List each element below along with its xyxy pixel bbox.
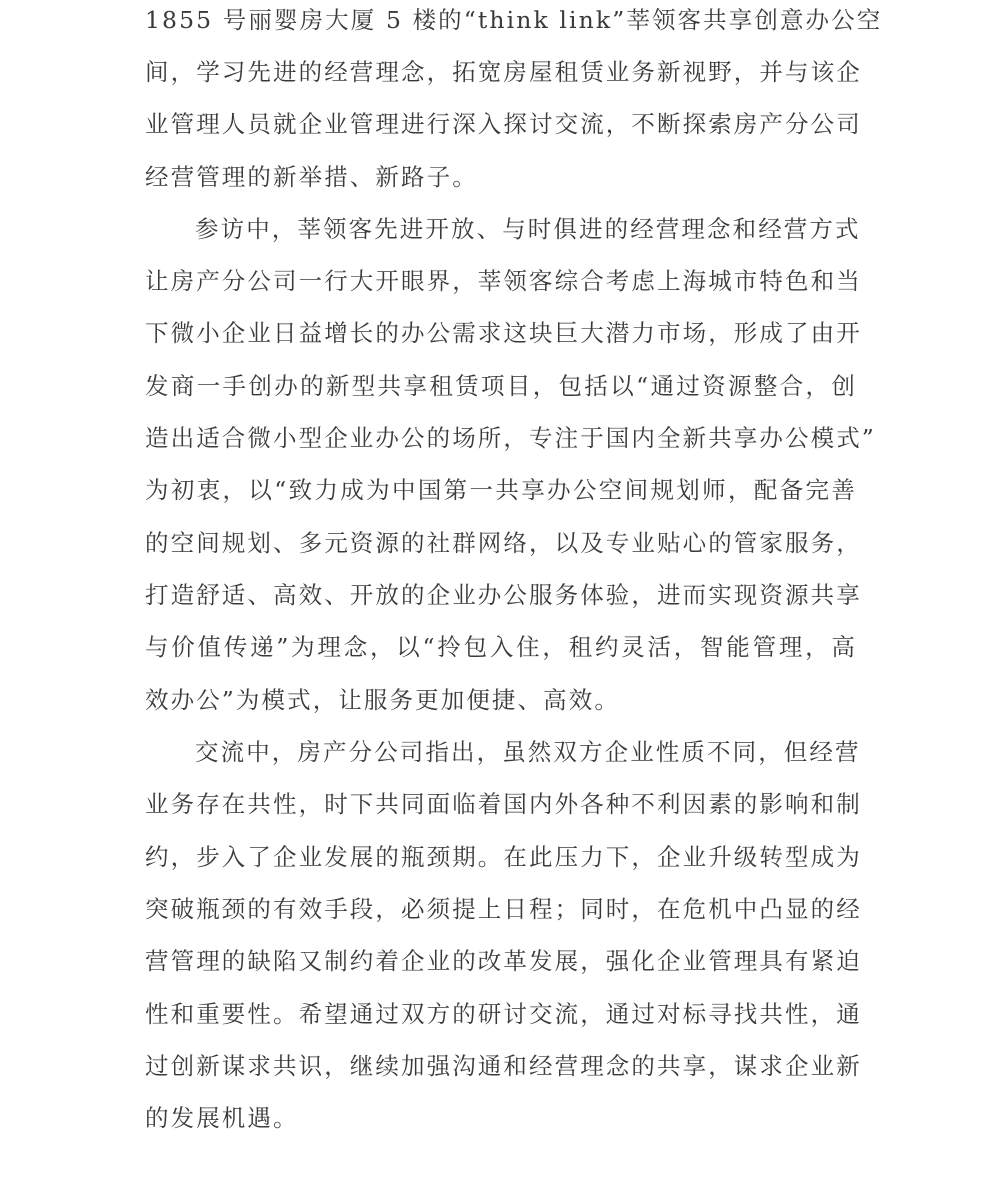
paragraph-3-line-5: 营管理的缺陷又制约着企业的改革发展，强化企业管理具有紧迫 [145,947,862,975]
paragraph-3-line-3: 约，步入了企业发展的瓶颈期。在此压力下，企业升级转型成为 [145,843,862,871]
paragraph-2-line-10: 效办公”为模式，让服务更加便捷、高效。 [145,686,620,714]
paragraph-2-line-1: 参访中，莘领客先进开放、与时俱进的经营理念和经营方式 [195,215,861,243]
paragraph-2-line-2: 让房产分公司一行大开眼界，莘领客综合考虑上海城市特色和当 [145,267,862,295]
paragraph-3-line-7: 过创新谋求共识，继续加强沟通和经营理念的共享，谋求企业新 [145,1052,862,1080]
paragraph-1-line-2: 间，学习先进的经营理念，拓宽房屋租赁业务新视野，并与该企 [145,58,862,86]
paragraph-2-line-4: 发商一手创办的新型共享租赁项目，包括以“通过资源整合，创 [145,372,857,400]
paragraph-3-line-4: 突破瓶颈的有效手段，必须提上日程；同时，在危机中凸显的经 [145,895,862,923]
paragraph-3-line-1: 交流中，房产分公司指出，虽然双方企业性质不同，但经营 [195,738,861,766]
paragraph-3-line-2: 业务存在共性，时下共同面临着国内外各种不利因素的影响和制 [145,790,862,818]
paragraph-1-line-4: 经营管理的新举措、新路子。 [145,163,478,191]
paragraph-3-line-6: 性和重要性。希望通过双方的研讨交流，通过对标寻找共性，通 [145,1000,862,1028]
paragraph-2-line-6: 为初衷，以“致力成为中国第一共享办公空间规划师，配备完善 [145,476,857,504]
paragraph-3-line-8: 的发展机遇。 [145,1104,299,1132]
paragraph-1-line-1: 1855 号丽婴房大厦 5 楼的“think link”莘领客共享创意办公空 [145,6,883,34]
paragraph-2-line-8: 打造舒适、高效、开放的企业办公服务体验，进而实现资源共享 [145,581,862,609]
paragraph-2-line-7: 的空间规划、多元资源的社群网络，以及专业贴心的管家服务， [145,529,862,557]
paragraph-2-line-9: 与价值传递”为理念，以“拎包入住，租约灵活，智能管理，高 [145,633,857,661]
paragraph-1-line-3: 业管理人员就企业管理进行深入探讨交流，不断探索房产分公司 [145,110,862,138]
paragraph-2-line-5: 造出适合微小型企业办公的场所，专注于国内全新共享办公模式” [145,424,876,452]
paragraph-2-line-3: 下微小企业日益增长的办公需求这块巨大潜力市场，形成了由开 [145,319,862,347]
